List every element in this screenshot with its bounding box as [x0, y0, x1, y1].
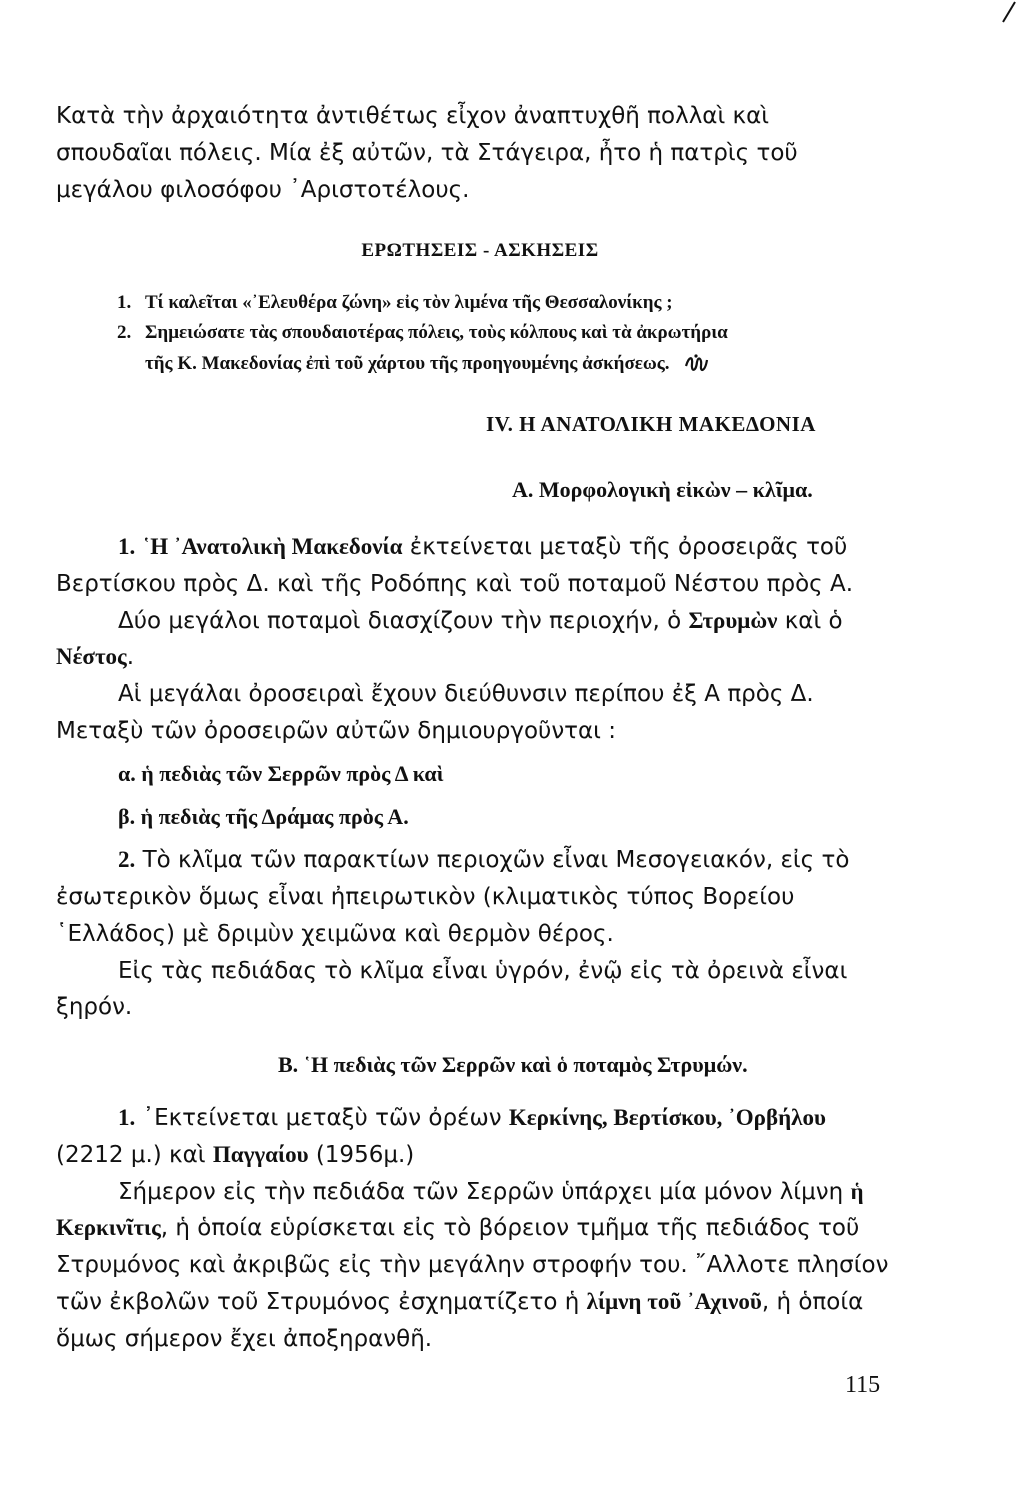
lake-kerkinitis: ἡ Κερκινῖτις: [56, 1178, 864, 1241]
paragraph-a1-number: 1.: [118, 534, 136, 559]
paragraph-b2: [56, 1174, 890, 1358]
paragraph-b1: [56, 1100, 890, 1174]
river-strymon: Στρυμὼν: [688, 607, 778, 633]
section-title: IV. Η ΑΝΑΤΟΛΙΚΗ ΜΑΚΕΔΟΝΙΑ: [486, 412, 816, 436]
paragraph-b2-mid: , ἡ ὁποία εὑρίσκεται εἰς τὸ βόρειον τμῆμα τῆς πεδιάδος τοῦ Στρυμόνος καὶ ἀκριβῶς εἰς τὴν μεγάλην στροφήν του. ῎Αλλοτε πλησίον τῶν ἐκβολῶν τοῦ Στρυμόνος ἐσχηματίζετο ἡ: [56, 1215, 889, 1315]
question-1-number: 1.: [117, 292, 132, 313]
paragraph-a1-term: ῾Η ᾿Ανατολικὴ Μακεδονία: [142, 534, 403, 559]
paragraph-a4: [56, 842, 890, 952]
paragraph-b1-text: ᾿Εκτείνεται μεταξὺ τῶν ὀρέων: [142, 1105, 502, 1131]
paragraph-a2: [56, 603, 890, 677]
paragraph-a4-text: Τὸ κλῖμα τῶν παρακτίων περιοχῶν εἶναι Μεσογειακόν, εἰς τὸ ἐσωτερικὸν ὅμως εἶναι ἠπειρωτικὸν (κλιματικὸς τύπος Βορείου ῾Ελλάδος) μὲ δριμὺν χειμῶνα καὶ θερμὸν θέρος.: [56, 847, 850, 947]
subsection-a-heading: Α. Μορφολογικὴ εἰκὼν – κλῖμα.: [512, 477, 813, 502]
paragraph-a2-text: Δύο μεγάλοι ποταμοὶ διασχίζουν τὴν περιοχήν, ὁ: [118, 607, 682, 634]
questions-heading: ΕΡΩΤΗΣΕΙΣ - ΑΣΚΗΣΕΙΣ: [361, 240, 599, 261]
intro-line-1: Κατὰ τὴν ἀρχαιότητα ἀντιθέτως εἶχον ἀναπτυχθῆ πολλαὶ καὶ: [56, 103, 770, 129]
paragraph-a1-text: ἐκτείνεται μεταξὺ τῆς ὀροσειρᾶς τοῦ Βερτίσκου πρὸς Δ. καὶ τῆς Ροδόπης καὶ τοῦ ποταμοῦ Νέστου πρὸς Α.: [56, 534, 854, 597]
paragraph-a3: Αἱ μεγάλαι ὀροσειραὶ ἔχουν διεύθυνσιν περίπου ἐξ Α πρὸς Δ. Μεταξὺ τῶν ὀροσειρῶν αὐτῶν δημιουργοῦνται :: [56, 681, 814, 744]
page-number: 115: [845, 1372, 881, 1398]
question-1: [117, 288, 890, 318]
paragraph-a5: Εἰς τὰς πεδιάδας τὸ κλῖμα εἶναι ὑγρόν, ἐνῷ εἰς τὰ ὀρεινὰ εἶναι ξηρόν.: [56, 957, 848, 1021]
intro-line-2: σπουδαῖαι πόλεις. Μία ἐξ αὐτῶν, τὰ Στάγειρα, ἦτο ἡ πατρὶς τοῦ: [56, 139, 798, 166]
paragraph-b1-number: 1.: [118, 1105, 136, 1130]
mountain-pangaion: Παγγαίου: [212, 1141, 309, 1167]
list-item-a: α. ἡ πεδιὰς τῶν Σερρῶν πρὸς Δ καὶ: [118, 760, 444, 786]
mountains-names: Κερκίνης, Βερτίσκου, ᾿Ορβήλου: [508, 1105, 826, 1130]
question-2-line-1: Σημειώσατε τὰς σπουδαιοτέρας πόλεις, τοὺς κόλπους καὶ τὰ ἀκρωτήρια: [145, 322, 728, 344]
lake-achinos: λίμνη τοῦ ᾿Αχινοῦ: [586, 1288, 762, 1314]
paragraph-a1: [56, 529, 890, 603]
paragraph-a2-mid: καὶ ὁ: [784, 607, 843, 634]
question-2: [117, 318, 890, 379]
paragraph-b1-end: (1956μ.): [315, 1141, 415, 1168]
paragraph-b1-mid: (2212 μ.) καὶ: [56, 1141, 206, 1168]
corner-pen-mark: [0, 0, 1026, 40]
handwritten-scribble-icon: [684, 352, 710, 376]
subsection-a-body: [56, 529, 890, 1026]
paragraph-b2-end: , ἡ ὁποία ὅμως σήμερον ἔχει ἀποξηρανθῆ.: [56, 1288, 864, 1352]
question-1-text: Τί καλεῖται «᾿Ελευθέρα ζώνη» εἰς τὸν λιμένα τῆς Θεσσαλονίκης ;: [145, 292, 673, 313]
list-item-b: β. ἡ πεδιὰς τῆς Δράμας πρὸς Α.: [118, 803, 409, 829]
question-2-number: 2.: [117, 322, 132, 344]
subsection-b-body: [56, 1100, 890, 1358]
paragraph-b2-start: Σήμερον εἰς τὴν πεδιάδα τῶν Σερρῶν ὑπάρχει μία μόνον λίμνη: [118, 1178, 844, 1205]
intro-line-3: μεγάλου φιλοσόφου ᾿Αριστοτέλους.: [56, 176, 470, 203]
paragraph-a2-end: .: [126, 644, 135, 671]
subsection-b-heading: Β. ῾Η πεδιὰς τῶν Σερρῶν καὶ ὁ ποταμὸς Στρυμών.: [278, 1052, 748, 1077]
questions-list: [117, 288, 890, 379]
river-nestos: Νέστος: [56, 644, 127, 670]
intro-paragraph: [56, 98, 890, 208]
question-2-line-2: τῆς Κ. Μακεδονίας ἐπὶ τοῦ χάρτου τῆς προηγουμένης ἀσκήσεως.: [145, 352, 670, 374]
paragraph-a4-number: 2.: [118, 847, 136, 873]
